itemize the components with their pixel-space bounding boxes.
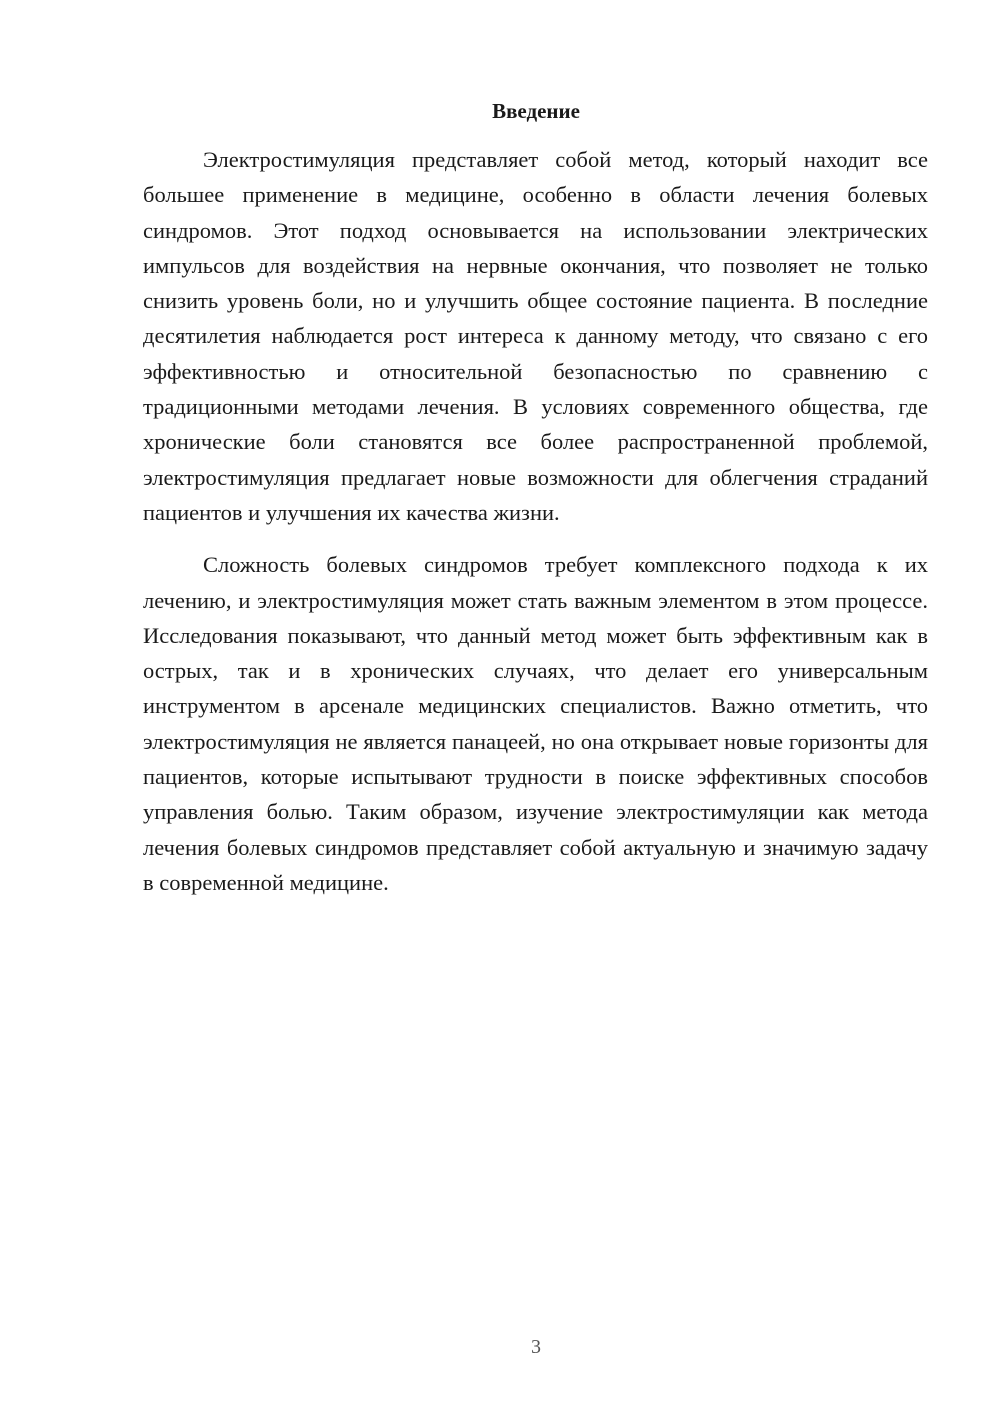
section-heading: Введение xyxy=(492,99,580,123)
body-text xyxy=(143,142,928,900)
page-number: 3 xyxy=(531,1336,541,1358)
paragraph-2: Сложность болевых синдромов требует комплексного подхода к их лечению, и электростимуляция может стать важным элементом в этом процессе. Исследования показывают, что данный метод может быть эффективным как в острых, так и в хронических случаях, что делает его универсальным инструментом в арсенале медицинских специалистов. Важно отметить, что электростимуляция не является панацеей, но она открывает новые горизонты для пациентов, которые испытывают трудности в поиске эффективных способов управления болью. Таким образом, изучение электростимуляции как метода лечения болевых синдромов представляет собой актуальную и значимую задачу в современной медицине. xyxy=(143,552,928,895)
paragraph-1: Электростимуляция представляет собой метод, который находит все большее применение в медицине, особенно в области лечения болевых синдромов. Этот подход основывается на использовании электрических импульсов для воздействия на нервные окончания, что позволяет не только снизить уровень боли, но и улучшить общее состояние пациента. В последние десятилетия наблюдается рост интереса к данному методу, что связано с его эффективностью и относительной безопасностью по сравнению с традиционными методами лечения. В условиях современного общества, где хронические боли становятся все более распространенной проблемой, электростимуляция предлагает новые возможности для облегчения страданий пациентов и улучшения их качества жизни. xyxy=(143,147,928,525)
